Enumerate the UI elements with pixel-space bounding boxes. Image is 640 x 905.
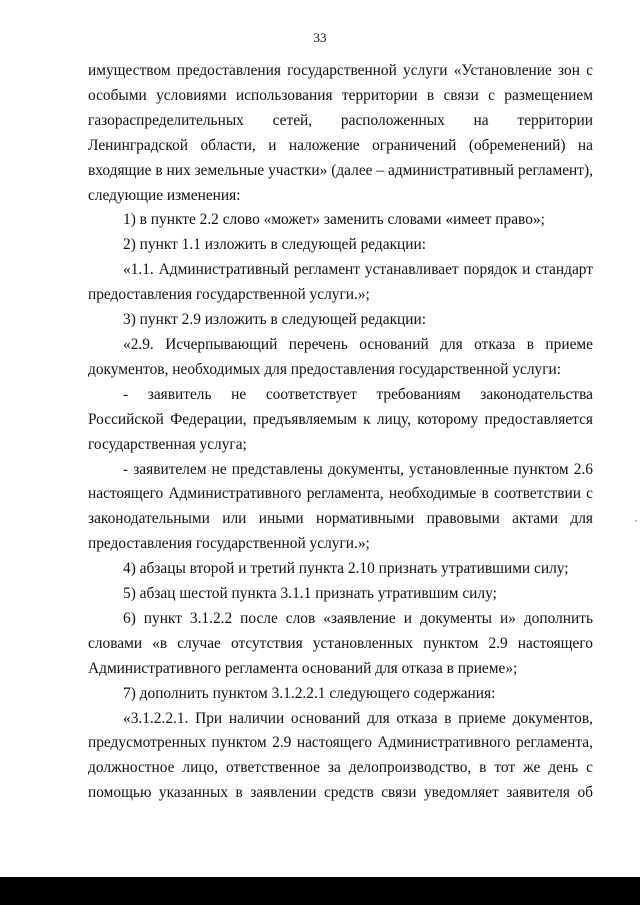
paragraph-dash-1: - заявитель не соответствует требованиям законодательства Российской Федерации, предъявляемым к лицу, которому предоставляется государственная услуга; bbox=[88, 385, 593, 453]
paragraph-item-3: 3) пункт 2.9 изложить в следующей редакции: bbox=[123, 311, 427, 329]
paragraph-intro: имуществом предоставления государственной услуги «Установление зон с особыми условиями использования территории в связи с размещением газораспределительных сетей, расположенных на территории Ленинградской области, и наложение ограничений (обременений) на входящие в них земельные участки» (далее – административный регламент), следующие изменения: bbox=[88, 62, 593, 204]
paragraph-item-5: 5) абзац шестой пункта 3.1.1 признать утратившим силу; bbox=[123, 585, 497, 603]
paragraph-quote-3-1-2-2-1: «3.1.2.2.1. При наличии оснований для отказа в приеме документов, предусмотренных пунктом 2.9 настоящего Административного регламента, должностное лицо, ответственное за делопроизводство, в тот же день с помощью указанных в заявлении средств связи уведомляет заявителя об bbox=[88, 709, 593, 802]
paragraph-item-4: 4) абзацы второй и третий пункта 2.10 признать утратившими силу; bbox=[123, 560, 569, 578]
paragraph-quote-1-1: «1.1. Административный регламент устанавливает порядок и стандарт предоставления государственной услуги.»; bbox=[88, 261, 593, 304]
paragraph-dash-2: - заявителем не представлены документы, установленные пунктом 2.6 настоящего Административного регламента, необходимые в соответствии с законодательными или иными нормативными правовыми актами для предоставления государственной услуги.»; bbox=[88, 460, 593, 553]
paragraph-item-1: 1) в пункте 2.2 слово «может» заменить словами «имеет право»; bbox=[123, 211, 545, 229]
paragraph-item-7: 7) дополнить пунктом 3.1.2.2.1 следующего содержания: bbox=[123, 684, 496, 702]
paragraph-item-6: 6) пункт 3.1.2.2 после слов «заявление и документы и» дополнить словами «в случае отсутствия установленных пунктом 2.9 настоящего Административного регламента оснований для отказа в приеме»; bbox=[88, 609, 593, 677]
page-number: 33 bbox=[313, 30, 327, 45]
paragraph-item-2: 2) пункт 1.1 изложить в следующей редакции: bbox=[123, 236, 427, 254]
document-body bbox=[88, 59, 593, 806]
scan-bottom-border bbox=[0, 877, 640, 905]
scan-speck bbox=[635, 520, 637, 522]
paragraph-quote-2-9: «2.9. Исчерпывающий перечень оснований для отказа в приеме документов, необходимых для предоставления государственной услуги: bbox=[88, 335, 593, 378]
